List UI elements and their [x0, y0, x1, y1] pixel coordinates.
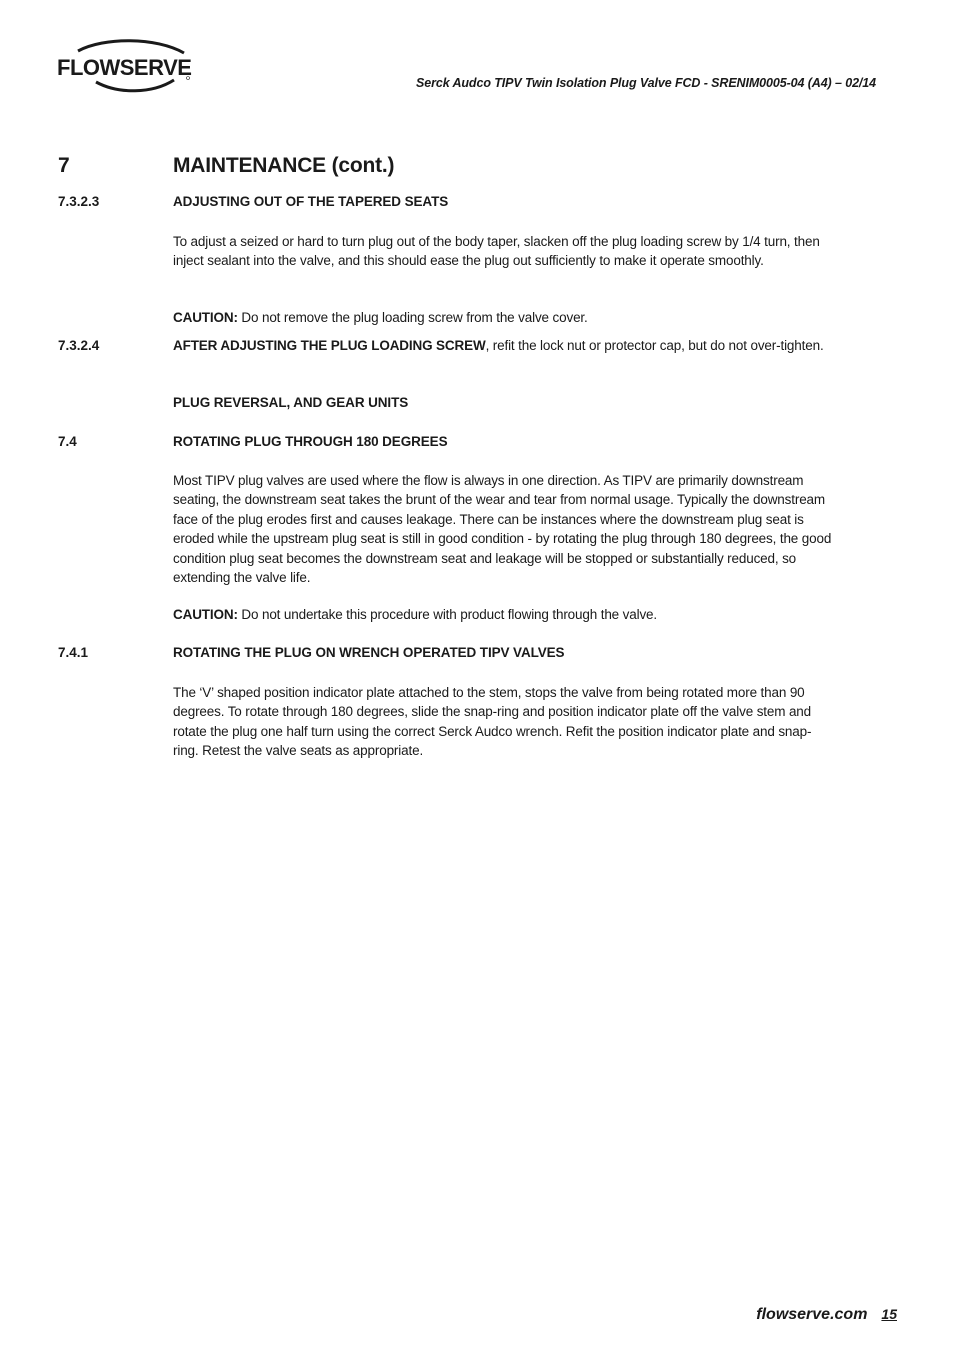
paragraph-741: The ‘V’ shaped position indicator plate attached to the stem, stops the valve from being rotated more than 90 degrees. To rotate through 180 degrees, slide the snap-ring and position indicator plate off the valve stem and rotate the plug one half turn using the correct Serck Audco wrench. Refit the position indicator plate and snap-ring. Retest the valve seats as appropriate. — [173, 685, 812, 759]
subsection-title-7324: AFTER ADJUSTING THE PLUG LOADING SCREW — [173, 338, 486, 353]
section-number: 7 — [58, 154, 70, 177]
subsection-title-7323: ADJUSTING OUT OF THE TAPERED SEATS — [173, 194, 449, 209]
paragraph-74: Most TIPV plug valves are used where the flow is always in one direction. As TIPV are primarily downstream seating, the downstream seat takes the brunt of the wear and tear from normal usage. Typically the downstream face of the plug erodes first and causes leakage. There can be instances where the downstream plug seat is eroded while the upstream plug seat is still in good condition - by rotating the plug through 180 degrees, the good condition plug seat becomes the downstream seat and leakage will be stopped or substantially reduced, so extending the valve life. — [173, 473, 832, 586]
footer-website-link[interactable]: flowserve.com — [756, 1306, 868, 1323]
caution-74 — [173, 607, 657, 622]
logo-lower-arc — [96, 80, 174, 91]
flowserve-logo — [56, 38, 201, 94]
subsection-number-7324: 7.3.2.4 — [58, 338, 100, 353]
caution-text: Do not undertake this procedure with product flowing through the valve. — [237, 607, 657, 622]
logo-wordmark: FLOWSERVE — [57, 55, 192, 80]
document-reference: Serck Audco TIPV Twin Isolation Plug Valve FCD - SRENIM0005-04 (A4) – 02/14 — [416, 76, 876, 90]
subsection-title-741: ROTATING THE PLUG ON WRENCH OPERATED TIPV VALVES — [173, 645, 565, 660]
paragraph-7323: To adjust a seized or hard to turn plug out of the body taper, slacken off the plug loading screw by 1/4 turn, then inject sealant into the valve, and this should ease the plug out sufficiently to make it operate smoothly. — [173, 234, 820, 269]
page-number: 15 — [881, 1306, 897, 1322]
subsection-title-74: ROTATING PLUG THROUGH 180 DEGREES — [173, 434, 448, 449]
caution-7323 — [173, 310, 588, 325]
section-title: MAINTENANCE (cont.) — [173, 154, 395, 177]
footer — [756, 1306, 897, 1324]
caution-text: Do not remove the plug loading screw from the valve cover. — [237, 310, 588, 325]
logo-upper-arc — [78, 41, 184, 53]
flowserve-logo-graphic — [56, 38, 201, 94]
caution-label: CAUTION: — [173, 310, 238, 325]
subsection-number-7323: 7.3.2.3 — [58, 194, 100, 209]
subsection-line-7324 — [173, 338, 824, 353]
subsection-number-741: 7.4.1 — [58, 645, 89, 660]
caution-label: CAUTION: — [173, 607, 238, 622]
plug-reversal-heading: PLUG REVERSAL, AND GEAR UNITS — [173, 395, 409, 410]
subsection-number-74: 7.4 — [58, 434, 77, 449]
subsection-text-7324: , refit the lock nut or protector cap, but do not over-tighten. — [485, 338, 824, 353]
